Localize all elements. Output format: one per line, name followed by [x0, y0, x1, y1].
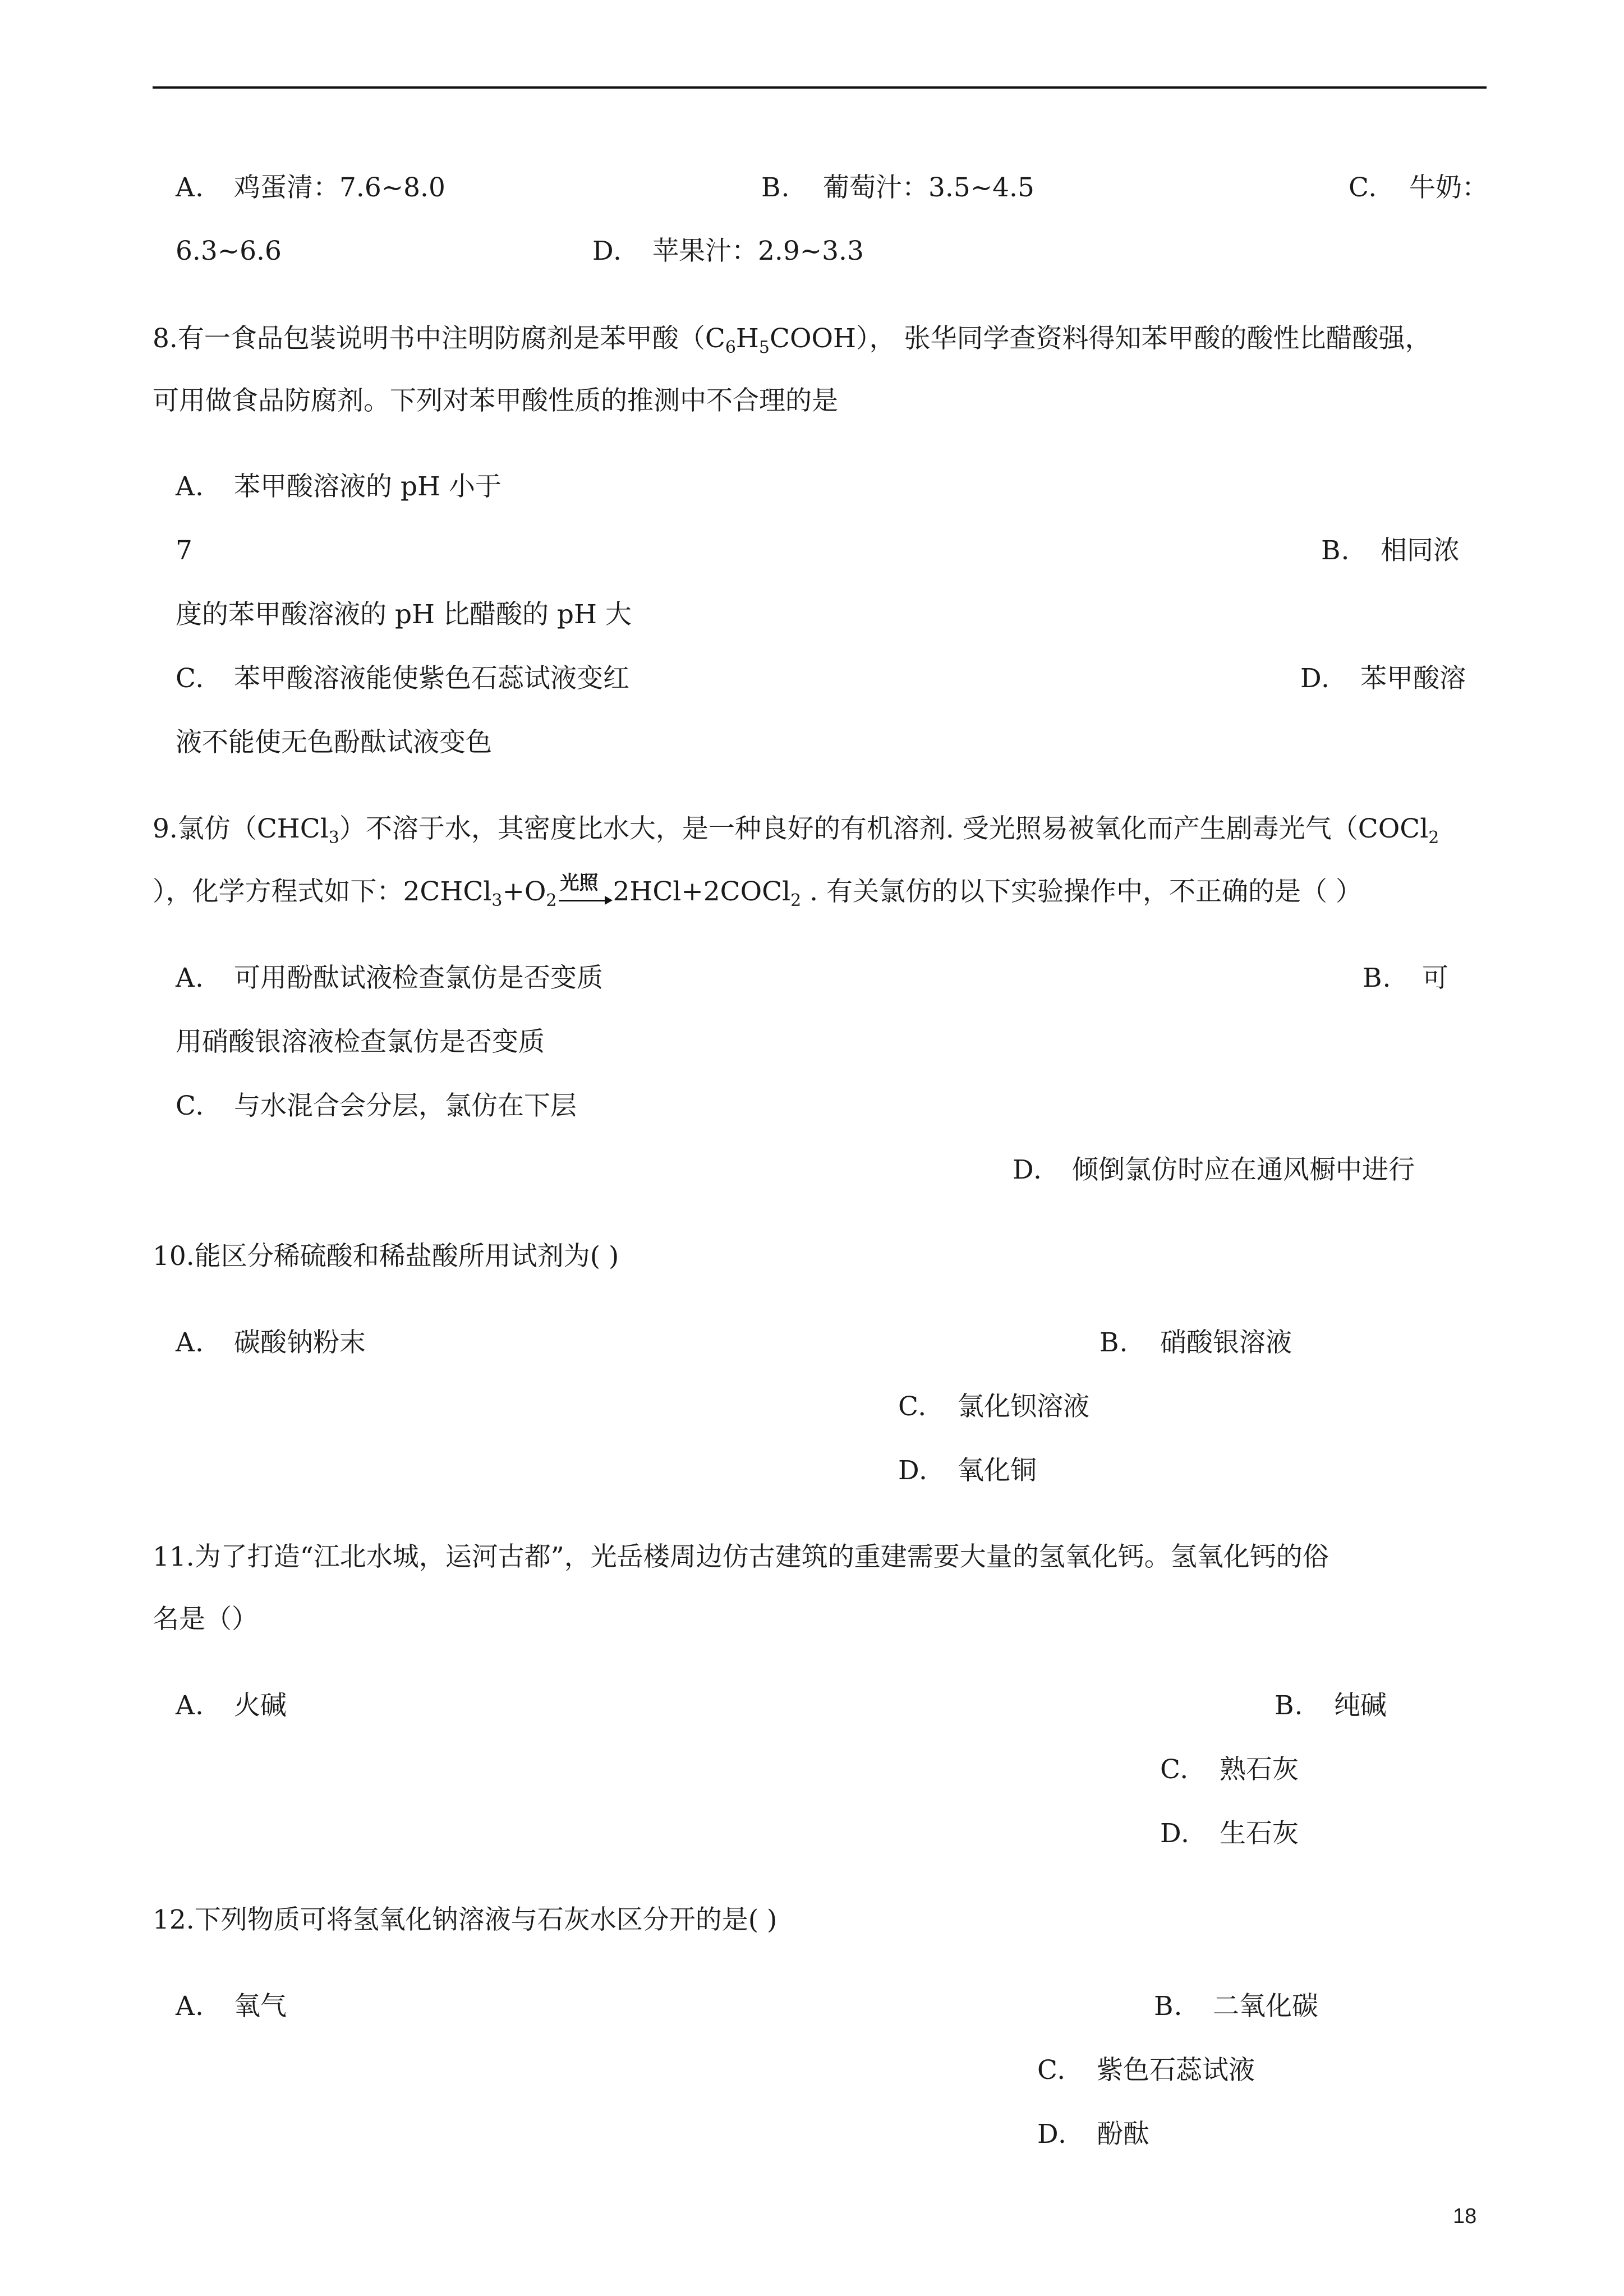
q8-option-b-text-line1: 相同浓: [1381, 535, 1460, 566]
q12-option-a-label: A.: [176, 1991, 204, 2022]
q11-stem-line2: 名是（）: [153, 1604, 258, 1635]
q8-option-c-label: C.: [176, 663, 205, 694]
q9-line1-sub: 3: [328, 828, 339, 848]
q10-option-a-text: 碳酸钠粉末: [234, 1327, 366, 1358]
q8-option-a-label: A.: [176, 471, 204, 502]
q7-option-d-text: 苹果汁：2.9~3.3: [652, 236, 864, 266]
q12-option-c-text: 紫色石蕊试液: [1097, 2055, 1255, 2086]
q8-option-d-text-line1: 苯甲酸溶: [1360, 663, 1466, 694]
q12-option-b-label: B.: [1154, 1991, 1183, 2022]
q8-option-b-text-line2: 度的苯甲酸溶液的 pH 比醋酸的 pH 大: [176, 599, 632, 630]
q8-stem-h: H: [735, 323, 759, 354]
q8-subscript-5: 5: [758, 338, 770, 357]
q12-option-d-label: D.: [1037, 2119, 1067, 2150]
q11-option-a-text: 火碱: [234, 1690, 287, 1721]
arrow-head-icon: [605, 896, 613, 905]
q9-option-d-text: 倾倒氯仿时应在通风橱中进行: [1072, 1154, 1415, 1185]
q9-stem-line2: [153, 872, 1362, 910]
q7-option-b-label: B.: [761, 172, 790, 203]
q7-option-c-text-line1: 牛奶：: [1409, 172, 1488, 203]
q7-option-c-text-line2: 6.3~6.6: [176, 236, 282, 266]
reaction-arrow: [556, 872, 613, 909]
q8-stem-part2: COOH）， 张华同学查资料得知苯甲酸的酸性比醋酸强，: [770, 323, 1432, 354]
q7-option-d-label: D.: [592, 236, 622, 266]
arrow-shaft: [559, 900, 610, 901]
q11-option-b-label: B.: [1275, 1690, 1304, 1721]
q8-option-d-label: D.: [1300, 663, 1330, 694]
q8-option-b-label: B.: [1321, 535, 1350, 566]
q9-option-d-label: D.: [1013, 1154, 1042, 1185]
q12-option-a-text: 氧气: [234, 1991, 287, 2022]
q9-option-b-text-line1: 可: [1422, 963, 1448, 993]
q9-line2-sub3: 2: [790, 891, 802, 910]
q9-line1-b: ）不溶于水，其密度比水大，是一种良好的有机溶剂. 受光照易被氧化而产生剧毒光气（COCl: [339, 813, 1429, 844]
q8-stem-part1: 8.有一食品包装说明书中注明防腐剂是苯甲酸（C: [153, 323, 725, 354]
q9-option-c-text: 与水混合会分层，氯仿在下层: [234, 1091, 577, 1121]
q8-option-a-text-line2: 7: [176, 535, 192, 566]
page-number: 18: [1453, 2205, 1477, 2228]
q9-line2-d: . 有关氯仿的以下实验操作中，不正确的是（ ）: [801, 876, 1362, 907]
q9-line2-sub2: 2: [546, 891, 557, 910]
q12-option-c-label: C.: [1037, 2055, 1066, 2086]
q11-option-c-label: C.: [1160, 1754, 1189, 1785]
q7-option-b-text: 葡萄汁：3.5~4.5: [823, 172, 1034, 203]
q10-option-b-label: B.: [1099, 1327, 1129, 1358]
q12-stem: 12.下列物质可将氢氧化钠溶液与石灰水区分开的是( ): [153, 1904, 778, 1935]
q9-line1-a: 9.氯仿（CHCl: [153, 813, 329, 844]
q9-option-c-label: C.: [176, 1091, 205, 1121]
q8-option-d-text-line2: 液不能使无色酚酞试液变色: [176, 727, 492, 758]
q10-option-c-label: C.: [898, 1391, 927, 1422]
q7-option-a-text: 鸡蛋清：7.6~8.0: [234, 172, 445, 203]
q9-stem-line1: [153, 812, 1439, 846]
q11-option-d-label: D.: [1160, 1818, 1190, 1849]
q9-option-a-text: 可用酚酞试液检查氯仿是否变质: [234, 963, 603, 993]
q8-stem-line2: 可用做食品防腐剂。下列对苯甲酸性质的推测中不合理的是: [153, 385, 838, 416]
header-rule: [153, 86, 1487, 89]
q12-option-b-text: 二氧化碳: [1213, 1991, 1318, 2022]
q9-option-a-label: A.: [176, 963, 204, 993]
q10-option-c-text: 氯化钡溶液: [958, 1391, 1089, 1422]
q11-stem-line1: 11.为了打造“江北水城，运河古都”，光岳楼周边仿古建筑的重建需要大量的氢氧化钙。氢氧化钙的俗: [153, 1542, 1329, 1572]
q11-option-d-text: 生石灰: [1220, 1818, 1299, 1849]
q10-option-b-text: 硝酸银溶液: [1160, 1327, 1292, 1358]
q9-line2-a: ），化学方程式如下：2CHCl: [153, 876, 492, 907]
q10-option-d-text: 氧化铜: [958, 1455, 1037, 1486]
q11-option-a-label: A.: [176, 1690, 204, 1721]
q8-option-a-text-line1: 苯甲酸溶液的 pH 小于: [234, 471, 502, 502]
q8-subscript-6: 6: [725, 338, 736, 357]
q7-option-c-label: C.: [1349, 172, 1378, 203]
q9-option-b-label: B.: [1363, 963, 1392, 993]
q10-option-d-label: D.: [898, 1455, 928, 1486]
q8-option-c-text: 苯甲酸溶液能使紫色石蕊试液变红: [234, 663, 629, 694]
q12-option-d-text: 酚酞: [1097, 2119, 1149, 2150]
q9-line1-sub2: 2: [1428, 828, 1439, 848]
q9-line2-sub1: 3: [491, 891, 503, 910]
q9-option-b-text-line2: 用硝酸银溶液检查氯仿是否变质: [176, 1027, 545, 1057]
q11-option-b-text: 纯碱: [1334, 1690, 1387, 1721]
q10-option-a-label: A.: [176, 1327, 204, 1358]
q7-option-a-label: A.: [176, 172, 204, 203]
q9-line2-b: +O: [502, 876, 546, 907]
q10-stem: 10.能区分稀硫酸和稀盐酸所用试剂为( ): [153, 1241, 619, 1272]
q11-option-c-text: 熟石灰: [1220, 1754, 1299, 1785]
reaction-condition: 光照: [560, 872, 599, 894]
q8-stem-line1: [153, 322, 1431, 356]
q9-line2-c: 2HCl+2COCl: [613, 876, 791, 907]
